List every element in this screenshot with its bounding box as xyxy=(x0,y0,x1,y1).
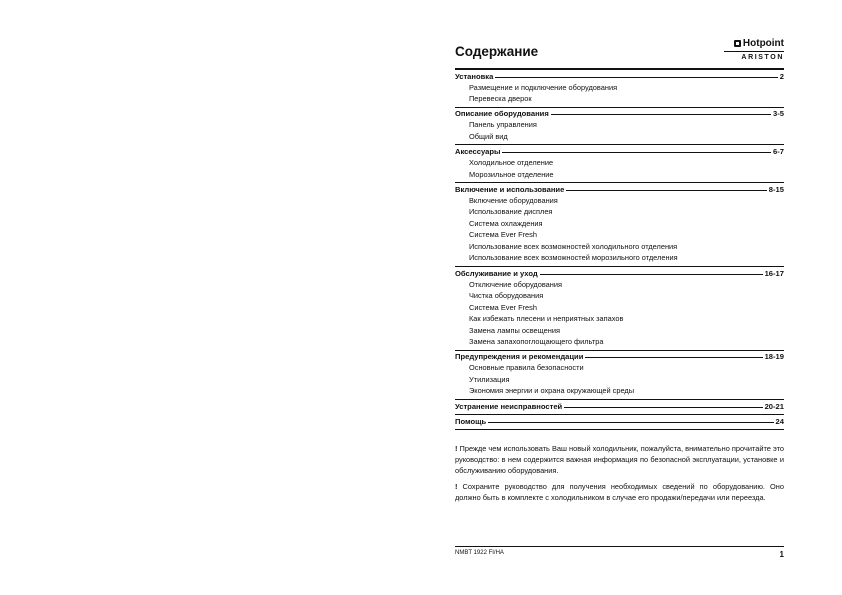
footer-rule xyxy=(455,546,784,547)
toc-leader xyxy=(495,77,777,78)
note-text: Сохраните руководство для получения необходимых сведений по оборудованию. Оно должно быть в комплекте с холодильником в случае его продажи/передачи или переезда. xyxy=(455,482,784,503)
toc-entry-page: 6-7 xyxy=(773,147,784,157)
toc-section xyxy=(455,183,784,266)
toc-subitem[interactable]: Перевеска дверок xyxy=(469,94,532,103)
brand-top: Hotpoint xyxy=(742,38,784,49)
warning-mark-icon: ! xyxy=(455,444,458,454)
toc-subitem[interactable]: Холодильное отделение xyxy=(469,158,554,168)
brand-logo xyxy=(724,38,784,62)
toc-subitem[interactable]: Замена запахопоглощающего фильтра xyxy=(469,337,604,347)
toc-entry-page: 2 xyxy=(779,71,784,81)
toc-entry[interactable] xyxy=(455,109,784,119)
toc-section xyxy=(455,145,784,182)
toc-subitem[interactable]: Морозильное отделение xyxy=(469,169,554,179)
toc-entry-page: 20-21 xyxy=(764,401,784,411)
toc-subitem[interactable]: Утилизация xyxy=(469,374,510,384)
toc-entry-title: Устранение неисправностей xyxy=(455,401,563,411)
toc-subitem[interactable]: Общий вид xyxy=(469,131,508,141)
toc-entry-title: Обслуживание и уход xyxy=(455,268,538,278)
toc-subitem[interactable]: Использование всех возможностей холодильного отделения xyxy=(469,241,678,251)
toc-leader xyxy=(488,422,773,423)
document-page xyxy=(455,38,784,568)
toc-entry[interactable] xyxy=(455,269,784,279)
toc-entry-page: 16-17 xyxy=(764,268,784,278)
toc-entry[interactable] xyxy=(455,352,784,362)
toc-subitem[interactable]: Система охлаждения xyxy=(469,218,543,228)
toc-entry[interactable] xyxy=(455,185,784,195)
toc-entry-page: 18-19 xyxy=(764,352,784,362)
toc-entry-title: Аксессуары xyxy=(455,147,501,157)
note-text: Прежде чем использовать Ваш новый холодильник, пожалуйста, внимательно прочитайте это руководство: в нем содержится важная информация по безопасной эксплуатации, установке и обслуживанию оборудования. xyxy=(455,444,784,476)
toc-leader xyxy=(585,357,762,358)
toc-leader xyxy=(502,152,771,153)
toc-leader xyxy=(566,190,766,191)
toc-section xyxy=(455,107,784,144)
toc-entry-title: Помощь xyxy=(455,416,487,426)
toc-leader xyxy=(540,274,763,275)
page-header xyxy=(455,38,784,68)
logo-divider xyxy=(724,51,784,52)
toc-leader xyxy=(564,407,762,408)
toc-subitem[interactable]: Панель управления xyxy=(469,120,537,130)
toc-entry-page: 8-15 xyxy=(768,184,784,194)
toc-section xyxy=(455,267,784,350)
toc-subitem[interactable]: Отключение оборудования xyxy=(469,279,562,289)
hotpoint-mark-icon xyxy=(734,40,741,47)
brand-bottom: ARISTON xyxy=(741,54,784,61)
toc-subitem[interactable]: Система Ever Fresh xyxy=(469,230,537,240)
toc-subitem[interactable]: Замена лампы освещения xyxy=(469,325,560,335)
toc-entry-title: Установка xyxy=(455,71,494,81)
notes xyxy=(455,443,784,503)
toc-section xyxy=(455,415,784,429)
toc-entry-page: 24 xyxy=(775,416,784,426)
toc-separator xyxy=(455,429,784,430)
toc-subitem[interactable]: Экономия энергии и охрана окружающей среды xyxy=(469,386,635,396)
toc-entry-page: 3-5 xyxy=(773,109,784,119)
toc-subitem[interactable]: Основные правила безопасности xyxy=(469,363,584,373)
toc-entry[interactable] xyxy=(455,417,784,427)
note-paragraph xyxy=(455,481,784,503)
page-number: 1 xyxy=(779,550,784,559)
toc-subitem[interactable]: Включение оборудования xyxy=(469,195,558,205)
toc-entry[interactable] xyxy=(455,402,784,412)
toc-entry[interactable] xyxy=(455,147,784,157)
toc-subitem[interactable]: Использование всех возможностей морозильного отделения xyxy=(469,253,678,263)
toc-subitem[interactable]: Размещение и подключение оборудования xyxy=(469,82,618,92)
warning-mark-icon: ! xyxy=(455,482,458,492)
toc-entry-title: Включение и использование xyxy=(455,184,565,194)
toc-subitem[interactable]: Чистка оборудования xyxy=(469,291,544,301)
toc-leader xyxy=(551,114,771,115)
table-of-contents xyxy=(455,70,784,430)
page-title: Содержание xyxy=(455,44,539,59)
document-code: NMBT 1922 FI/HA xyxy=(455,550,504,556)
toc-entry-title: Описание оборудования xyxy=(455,109,549,119)
toc-subitem[interactable]: Как избежать плесени и неприятных запахов xyxy=(469,314,624,324)
toc-subitem[interactable]: Система Ever Fresh xyxy=(469,302,537,312)
toc-subitem[interactable]: Использование дисплея xyxy=(469,207,553,217)
toc-entry[interactable] xyxy=(455,72,784,82)
toc-section xyxy=(455,400,784,414)
note-paragraph xyxy=(455,443,784,476)
toc-entry-title: Предупреждения и рекомендации xyxy=(455,352,584,362)
toc-section xyxy=(455,70,784,107)
toc-section xyxy=(455,350,784,399)
